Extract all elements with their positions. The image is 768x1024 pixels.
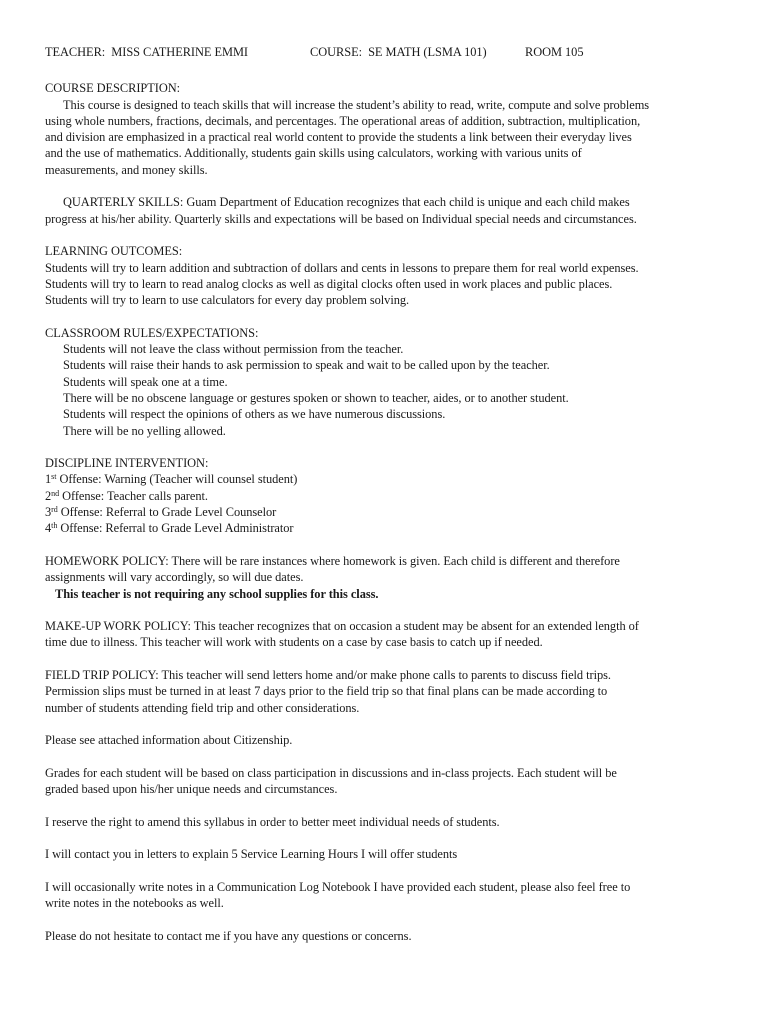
offense-ordinal: th xyxy=(51,521,58,531)
section-heading: DISCIPLINE INTERVENTION: xyxy=(45,456,209,471)
course-description-section xyxy=(45,80,725,178)
offense-text: Offense: Warning (Teacher will counsel student) xyxy=(56,472,298,487)
outcome-line: Students will try to learn to use calculators for every day problem solving. xyxy=(45,293,410,308)
paragraph-line: Please see attached information about Citizenship. xyxy=(45,733,293,748)
paragraph-line: I will contact you in letters to explain 5 Service Learning Hours I will offer students xyxy=(45,847,458,862)
contact-section xyxy=(45,928,725,944)
offense-item xyxy=(45,520,725,536)
paragraph-line: write notes in the notebooks as well. xyxy=(45,896,224,911)
learning-outcomes-section xyxy=(45,243,725,308)
homework-policy-section xyxy=(45,553,725,602)
course-name: COURSE: SE MATH (LSMA 101) xyxy=(310,45,487,59)
paragraph-line: HOMEWORK POLICY: There will be rare instances where homework is given. Each child is different and therefore xyxy=(45,553,620,568)
rule-item: Students will raise their hands to ask permission to speak and wait to be called upon by the teacher. xyxy=(63,358,550,373)
rule-item: Students will not leave the class without permission from the teacher. xyxy=(63,342,404,357)
rule-item: There will be no obscene language or gestures spoken or shown to teacher, aides, or to another student. xyxy=(63,390,569,405)
notebook-section xyxy=(45,879,725,912)
paragraph-line: I reserve the right to amend this syllabus in order to better meet individual needs of students. xyxy=(45,814,500,829)
paragraph-line: Please do not hesitate to contact me if you have any questions or concerns. xyxy=(45,928,412,943)
offense-item xyxy=(45,504,725,520)
service-hours-section xyxy=(45,846,725,862)
paragraph-line: graded based upon his/her unique needs and circumstances. xyxy=(45,782,338,797)
paragraph-line: FIELD TRIP POLICY: This teacher will send letters home and/or make phone calls to parents to discuss field trips. xyxy=(45,667,611,682)
paragraph-line: MAKE-UP WORK POLICY: This teacher recognizes that on occasion a student may be absent for an extended length of xyxy=(45,619,639,634)
paragraph-line: using whole numbers, fractions, decimals, and percentages. The operational areas of addition, subtraction, multiplication, xyxy=(45,113,641,128)
section-heading: LEARNING OUTCOMES: xyxy=(45,244,183,259)
rule-item: Students will respect the opinions of others as we have numerous discussions. xyxy=(63,407,446,422)
paragraph-line: I will occasionally write notes in a Communication Log Notebook I have provided each student, please also feel free to xyxy=(45,879,631,894)
offense-number: 4 xyxy=(45,521,52,536)
paragraph-line: and the use of mathematics. Additionally, students gain skills using calculators, working with various units of xyxy=(45,146,582,161)
paragraph-line: progress at his/her ability. Quarterly skills and expectations will be based on Individual special needs and circumstances. xyxy=(45,211,637,226)
outcome-line: Students will try to learn to read analog clocks as well as digital clocks often used in work places and public places. xyxy=(45,276,613,291)
discipline-section xyxy=(45,455,725,536)
offense-item xyxy=(45,488,725,504)
offense-ordinal: nd xyxy=(51,488,60,498)
outcome-line: Students will try to learn addition and subtraction of dollars and cents in lessons to prepare them for real world expenses. xyxy=(45,260,639,275)
section-heading: COURSE DESCRIPTION: xyxy=(45,81,181,96)
offense-ordinal: st xyxy=(51,472,57,482)
teacher-name: TEACHER: MISS CATHERINE EMMI xyxy=(45,45,249,59)
quarterly-skills-section xyxy=(45,194,725,227)
offense-text: Offense: Referral to Grade Level Counselor xyxy=(57,505,277,520)
paragraph-line: assignments will vary accordingly, so will due dates. xyxy=(45,570,304,585)
rule-item: Students will speak one at a time. xyxy=(63,374,228,389)
paragraph-line: This course is designed to teach skills that will increase the student’s ability to read, write, compute and solve problems xyxy=(63,97,650,112)
field-trip-policy-section xyxy=(45,667,725,716)
paragraph-line: time due to illness. This teacher will work with students on a case by case basis to catch up if needed. xyxy=(45,635,543,650)
paragraph-line: QUARTERLY SKILLS: Guam Department of Education recognizes that each child is unique and each child makes xyxy=(63,195,630,210)
amend-section xyxy=(45,814,725,830)
rule-item: There will be no yelling allowed. xyxy=(63,423,226,438)
paragraph-line: number of students attending field trip and other considerations. xyxy=(45,700,360,715)
offense-ordinal: rd xyxy=(51,505,58,515)
offense-number: 2 xyxy=(45,488,52,503)
makeup-policy-section xyxy=(45,618,725,651)
paragraph-line: Permission slips must be turned in at least 7 days prior to the field trip so that final plans can be made according to xyxy=(45,684,608,699)
grades-section xyxy=(45,765,725,798)
syllabus-page xyxy=(45,44,725,960)
classroom-rules-section xyxy=(45,325,725,439)
citizenship-section xyxy=(45,732,725,748)
offense-text: Offense: Referral to Grade Level Administrator xyxy=(57,521,294,536)
section-heading: CLASSROOM RULES/EXPECTATIONS: xyxy=(45,325,259,340)
room-number: ROOM 105 xyxy=(525,45,584,59)
paragraph-line: measurements, and money skills. xyxy=(45,162,208,177)
supplies-notice: This teacher is not requiring any school supplies for this class. xyxy=(55,586,379,601)
offense-number: 1 xyxy=(45,472,52,487)
offense-item xyxy=(45,471,725,487)
offense-number: 3 xyxy=(45,505,52,520)
syllabus-header xyxy=(45,44,725,60)
offense-text: Offense: Teacher calls parent. xyxy=(59,488,208,503)
paragraph-line: Grades for each student will be based on class participation in discussions and in-class projects. Each student will be xyxy=(45,765,617,780)
paragraph-line: and division are emphasized in a practical real world content to provide the students a link between their everyday lives xyxy=(45,130,632,145)
